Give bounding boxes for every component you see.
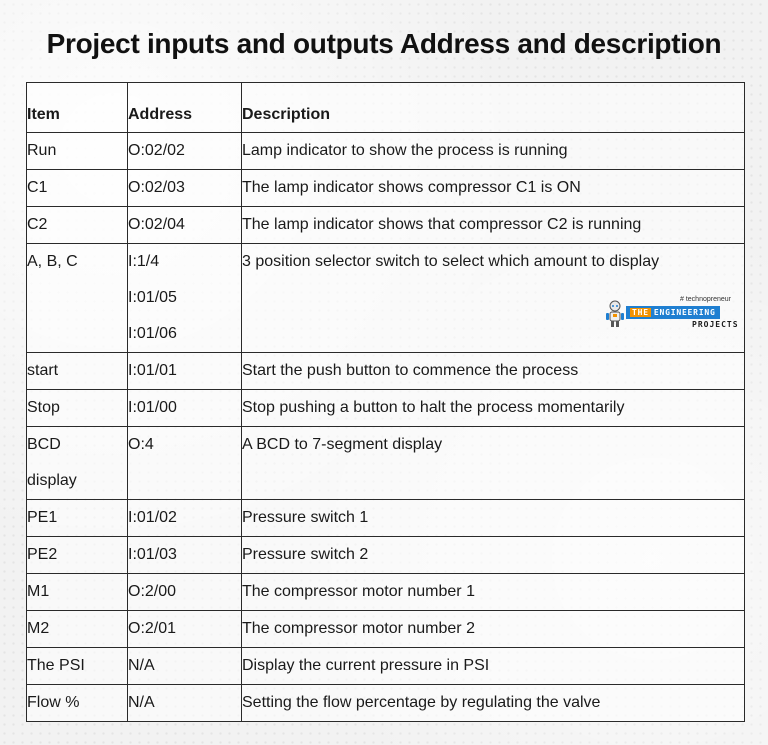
- cell-item-line: Run: [27, 142, 57, 159]
- table-row: [27, 537, 745, 574]
- robot-icon: [604, 300, 626, 328]
- table-row: [27, 207, 745, 244]
- cell-description-text: Display the current pressure in PSI: [242, 657, 490, 674]
- cell-description-text: Pressure switch 1: [242, 509, 369, 526]
- cell-item: [27, 574, 128, 611]
- cell-item: [27, 537, 128, 574]
- cell-address: [128, 390, 242, 427]
- table-row: [27, 574, 745, 611]
- cell-item: [27, 207, 128, 244]
- header-address: Address: [128, 83, 242, 133]
- cell-item-line: M1: [27, 583, 50, 600]
- cell-description: [242, 574, 745, 611]
- cell-item: [27, 353, 128, 390]
- table-row: [27, 427, 745, 500]
- cell-description-text: A BCD to 7-segment display: [242, 436, 443, 453]
- cell-description-text: The lamp indicator shows compressor C1 is ON: [242, 179, 581, 196]
- cell-address: [128, 133, 242, 170]
- cell-description: [242, 537, 745, 574]
- cell-address: [128, 500, 242, 537]
- cell-address-line: O:4: [128, 436, 154, 453]
- cell-item: [27, 133, 128, 170]
- cell-address: [128, 574, 242, 611]
- cell-item: [27, 170, 128, 207]
- cell-description: [242, 685, 745, 722]
- cell-item: [27, 390, 128, 427]
- cell-address-line: O:2/01: [128, 620, 177, 637]
- table-row: [27, 500, 745, 537]
- cell-address-line: [128, 463, 241, 499]
- logo-sub: PROJECTS: [692, 320, 739, 329]
- cell-description-text: The compressor motor number 2: [242, 620, 475, 637]
- cell-description-text: The compressor motor number 1: [242, 583, 475, 600]
- cell-item: [27, 427, 128, 500]
- table-body: [27, 133, 745, 722]
- cell-address-line: O:02/04: [128, 216, 185, 233]
- cell-description: [242, 170, 745, 207]
- cell-address: [128, 353, 242, 390]
- cell-item-line: [27, 316, 127, 352]
- cell-item-line: BCD: [27, 436, 61, 453]
- table-row: [27, 353, 745, 390]
- table-row: [27, 648, 745, 685]
- cell-item-line: The PSI: [27, 657, 85, 674]
- cell-address-line: I:1/4: [128, 253, 160, 270]
- cell-description-text: Lamp indicator to show the process is running: [242, 142, 568, 159]
- cell-address-line: I:01/01: [128, 362, 177, 379]
- engineering-projects-logo: [604, 296, 739, 332]
- logo-badge-main: ENGINEERING: [653, 308, 716, 317]
- cell-description-text: Start the push button to commence the process: [242, 362, 579, 379]
- cell-item-line: A, B, C: [27, 253, 78, 270]
- cell-description: [242, 611, 745, 648]
- table-row: [27, 133, 745, 170]
- cell-description-text: The lamp indicator shows that compressor C2 is running: [242, 216, 642, 233]
- cell-description: [242, 648, 745, 685]
- cell-description: [242, 500, 745, 537]
- logo-badge: [626, 306, 720, 319]
- cell-description-text: Stop pushing a button to halt the process momentarily: [242, 399, 625, 416]
- cell-address: [128, 685, 242, 722]
- cell-address: [128, 244, 242, 353]
- cell-description-text: Setting the flow percentage by regulating the valve: [242, 694, 601, 711]
- cell-address: [128, 537, 242, 574]
- cell-address: [128, 427, 242, 500]
- cell-item-line: display: [27, 472, 77, 489]
- table-row: [27, 390, 745, 427]
- logo-tagline: # technopreneur: [680, 296, 731, 303]
- cell-address-line: I:01/02: [128, 509, 177, 526]
- cell-item: [27, 648, 128, 685]
- cell-item: [27, 611, 128, 648]
- cell-address-line: O:02/03: [128, 179, 185, 196]
- cell-address-line: I:01/03: [128, 546, 177, 563]
- cell-description: [242, 207, 745, 244]
- cell-item-line: C2: [27, 216, 48, 233]
- cell-description: [242, 427, 745, 500]
- cell-item-line: PE2: [27, 546, 58, 563]
- table-row: [27, 611, 745, 648]
- header-item: Item: [27, 83, 128, 133]
- cell-address-line: O:02/02: [128, 142, 185, 159]
- cell-item-line: Stop: [27, 399, 60, 416]
- cell-address-line: N/A: [128, 694, 155, 711]
- table-row: [27, 170, 745, 207]
- table-row: [27, 685, 745, 722]
- page-title: Project inputs and outputs Address and description: [46, 28, 722, 59]
- cell-address: [128, 170, 242, 207]
- cell-address-line: O:2/00: [128, 583, 177, 600]
- cell-item-line: PE1: [27, 509, 58, 526]
- table-header-row: [27, 83, 745, 133]
- cell-address-line: I:01/06: [128, 325, 177, 342]
- cell-item-line: [27, 280, 127, 316]
- cell-item: [27, 685, 128, 722]
- cell-description: [242, 353, 745, 390]
- cell-address-line: I:01/00: [128, 399, 177, 416]
- cell-item-line: M2: [27, 620, 50, 637]
- logo-badge-the: THE: [632, 308, 649, 317]
- cell-item: [27, 244, 128, 353]
- cell-description: [242, 133, 745, 170]
- cell-description-text: 3 position selector switch to select which amount to display: [242, 253, 660, 270]
- cell-address: [128, 648, 242, 685]
- cell-item-line: Flow %: [27, 694, 80, 711]
- cell-item: [27, 500, 128, 537]
- cell-item-line: C1: [27, 179, 48, 196]
- cell-address-line: I:01/05: [128, 289, 177, 306]
- header-description: Description: [242, 83, 745, 133]
- cell-description-text: Pressure switch 2: [242, 546, 369, 563]
- cell-address-line: N/A: [128, 657, 155, 674]
- io-address-table: [26, 82, 745, 722]
- cell-address: [128, 207, 242, 244]
- cell-address: [128, 611, 242, 648]
- cell-item-line: start: [27, 362, 59, 379]
- cell-description: [242, 390, 745, 427]
